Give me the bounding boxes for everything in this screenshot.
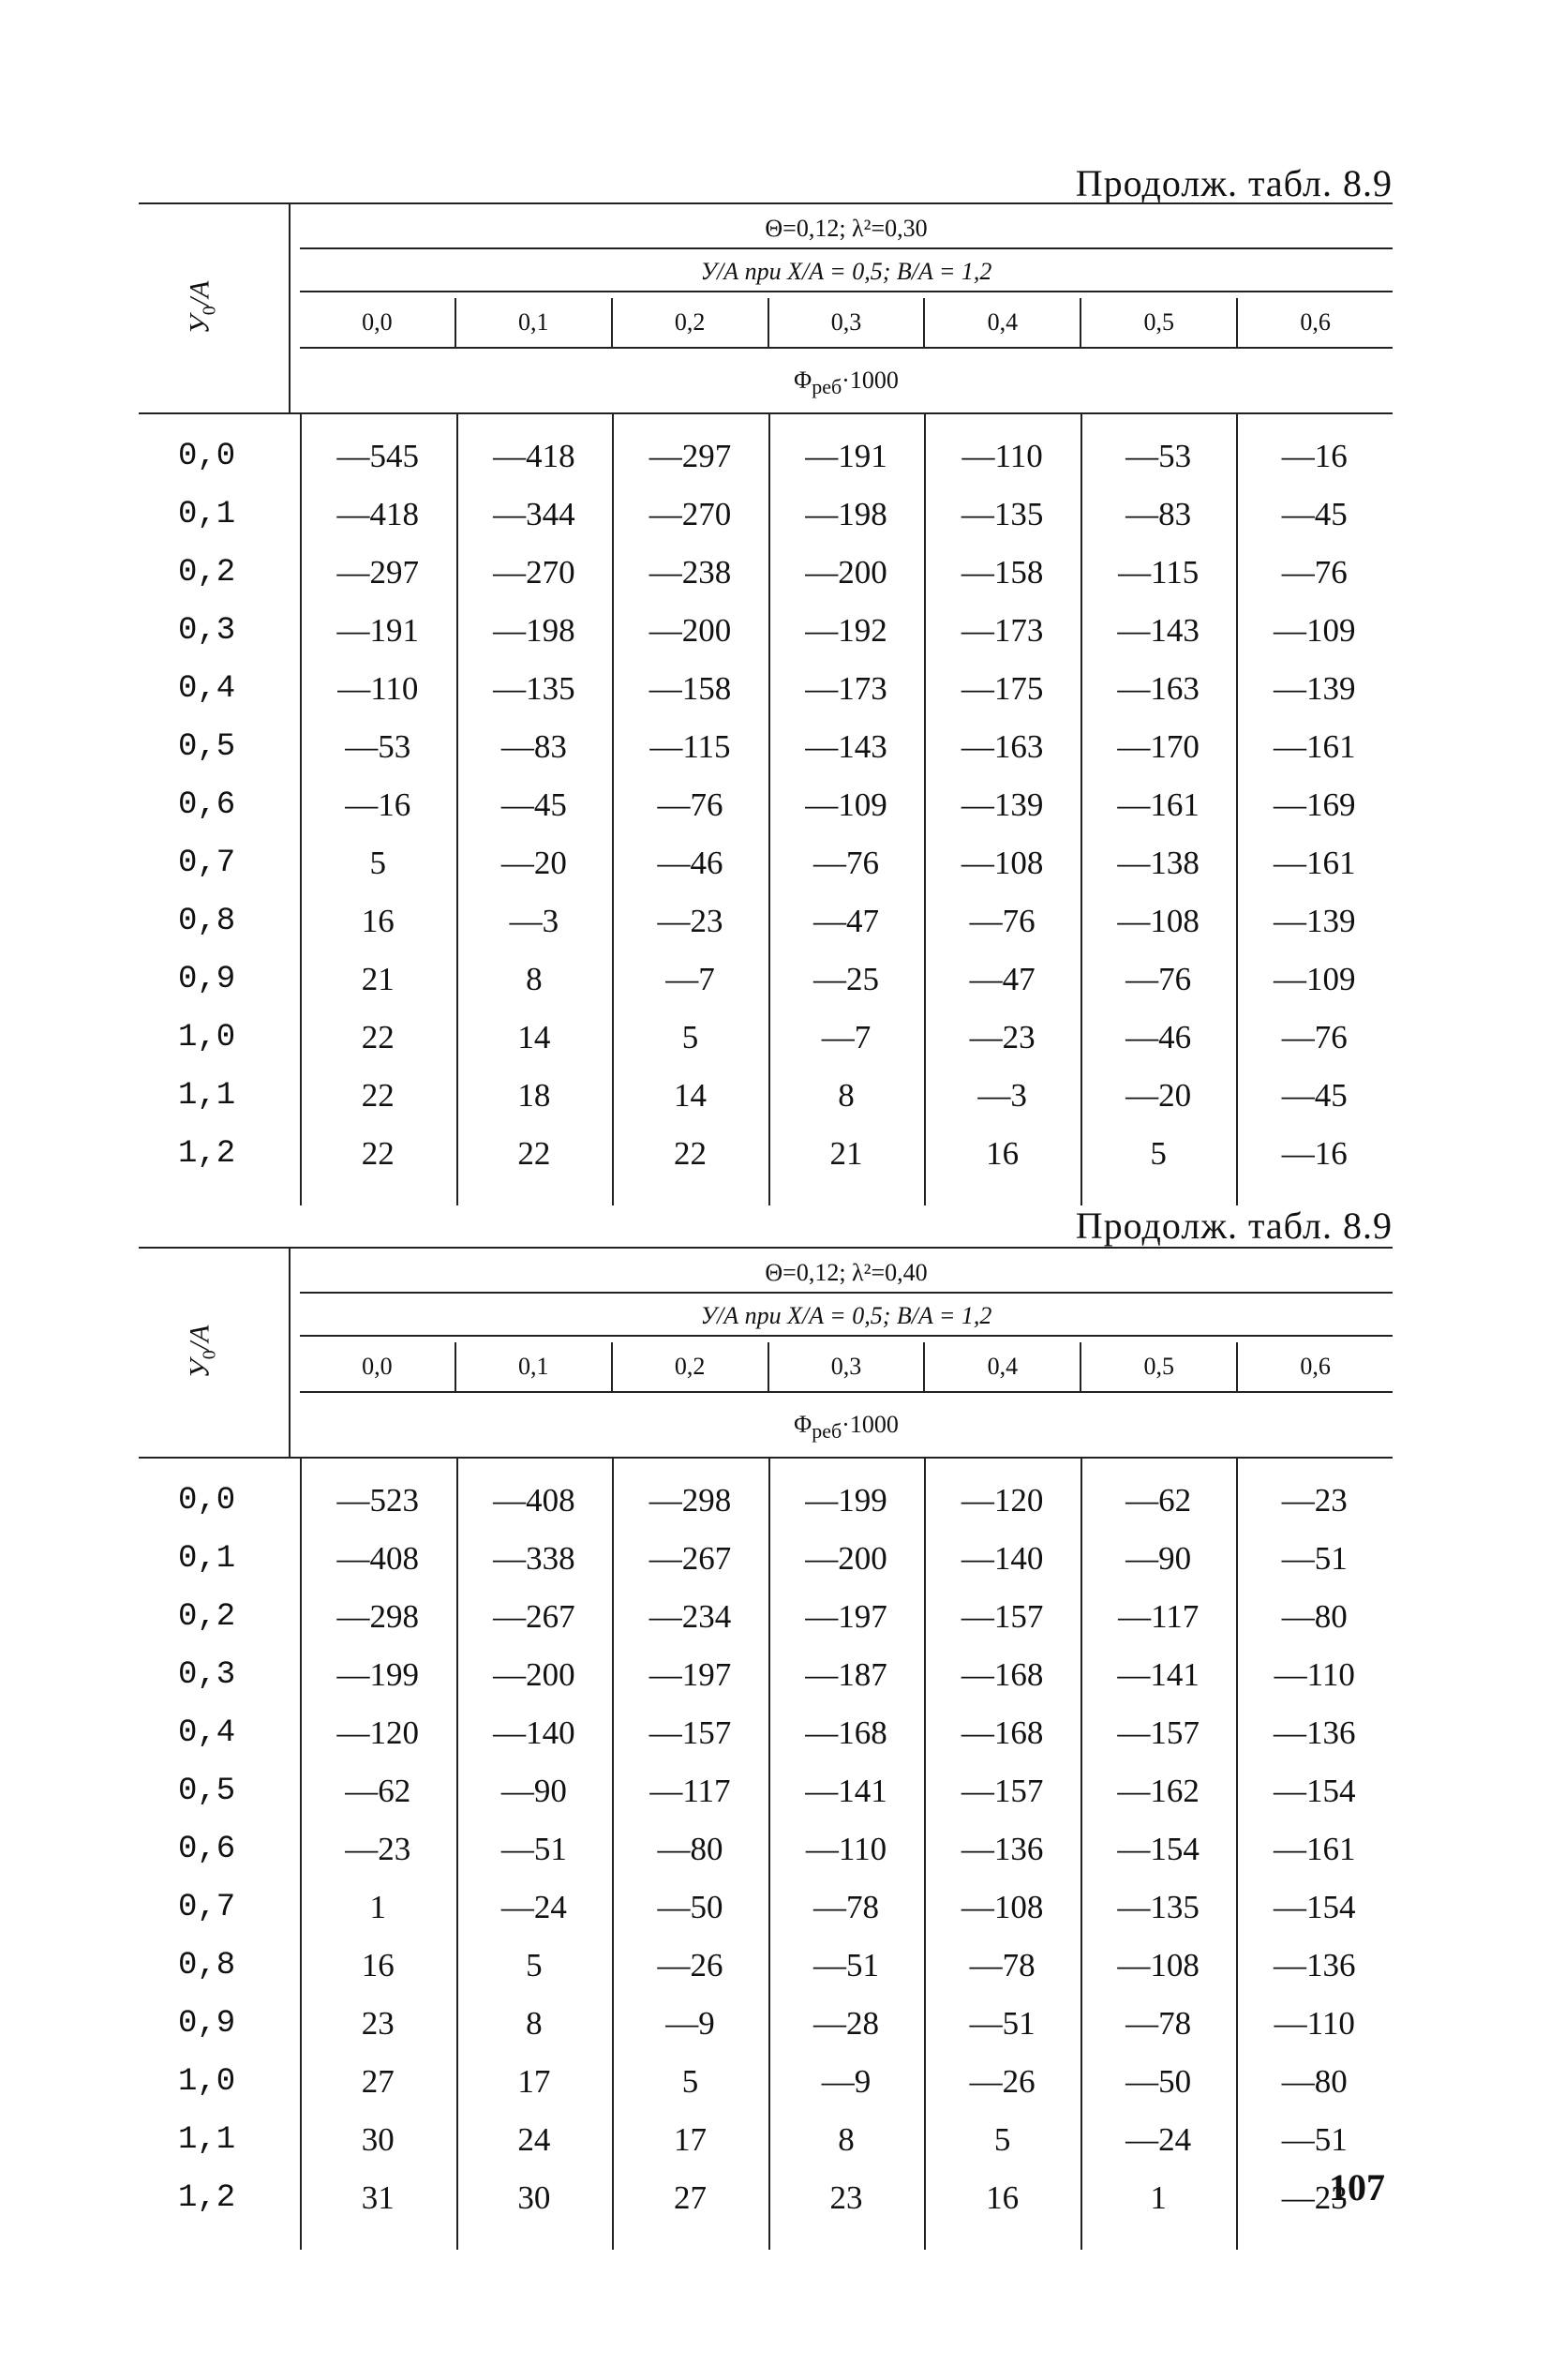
table-row — [139, 427, 1393, 486]
table-cell: —338 — [493, 1540, 575, 1577]
table-cell: —16 — [345, 786, 411, 823]
table-row — [139, 1762, 1393, 1820]
table-cell: —408 — [493, 1482, 575, 1519]
row-label: 1,0 — [178, 1020, 236, 1055]
table-cell: —80 — [1281, 1598, 1348, 1635]
row-label: 0,7 — [178, 846, 236, 881]
table-row — [139, 1125, 1393, 1183]
table-cell: —120 — [336, 1714, 420, 1751]
table-cell: —163 — [961, 728, 1044, 765]
table-cell: —51 — [500, 1831, 567, 1867]
column-headers — [300, 298, 1393, 349]
table-cell: —108 — [961, 845, 1044, 881]
table-cell: —168 — [805, 1714, 887, 1751]
table-cell: —51 — [969, 2005, 1036, 2042]
table-cell: —109 — [805, 786, 887, 823]
table-cell: —76 — [1281, 1019, 1348, 1055]
table-cell: —23 — [1281, 2179, 1348, 2216]
table-cell: —139 — [1274, 903, 1356, 939]
table-row — [139, 1646, 1393, 1704]
table-cell: —408 — [336, 1540, 420, 1577]
row-label: 0,1 — [178, 1541, 236, 1577]
column-header: 0,2 — [611, 298, 768, 347]
table-cell: —46 — [657, 845, 723, 881]
row-label: 0,6 — [178, 787, 236, 823]
axis-line: У/А при X/A = 0,5; B/A = 1,2 — [300, 253, 1393, 292]
row-label: 1,2 — [178, 2180, 236, 2216]
table-row — [139, 1067, 1393, 1125]
table-cell: —90 — [500, 1773, 567, 1809]
table-cell: —200 — [805, 1540, 887, 1577]
table-cell: 16 — [361, 903, 395, 939]
table-cell: —139 — [1274, 670, 1356, 707]
table-cell: —418 — [493, 438, 575, 474]
table-cell: —154 — [1274, 1889, 1356, 1925]
table-cell: —175 — [961, 670, 1044, 707]
table-cell: —173 — [961, 612, 1044, 649]
table-row — [139, 1879, 1393, 1937]
table-cell: —20 — [500, 845, 567, 881]
table-cell: —110 — [805, 1831, 887, 1867]
table-cell: 23 — [361, 2005, 395, 2042]
table-cell: —9 — [821, 2063, 872, 2100]
parameter-line: Θ=0,12; λ²=0,40 — [300, 1254, 1393, 1294]
row-label: 0,0 — [178, 439, 236, 474]
quantity-symbol: Φ — [794, 367, 812, 394]
table-cell: 21 — [829, 1135, 863, 1172]
table-cell: —298 — [648, 1482, 732, 1519]
column-header: 0,2 — [611, 1342, 768, 1391]
table-cell: 5 — [681, 2063, 699, 2100]
table-cell: —76 — [657, 786, 723, 823]
table-cell: —45 — [1281, 496, 1348, 532]
table-cell: —16 — [1281, 1135, 1348, 1172]
table-cell: —140 — [493, 1714, 575, 1751]
table-cell: —157 — [648, 1714, 732, 1751]
table-cell: —135 — [1117, 1889, 1200, 1925]
table-cell: —108 — [1117, 903, 1200, 939]
table-cell: —109 — [1274, 961, 1356, 997]
table-cell: —169 — [1274, 786, 1356, 823]
table-row — [139, 1588, 1393, 1646]
table-cell: —108 — [1117, 1947, 1200, 1983]
table-cell: —23 — [969, 1019, 1036, 1055]
table-cell: —109 — [1274, 612, 1356, 649]
table-cell: 16 — [361, 1947, 395, 1983]
table-cell: —200 — [648, 612, 732, 649]
table-cell: —7 — [821, 1019, 872, 1055]
table-cell: 5 — [526, 1947, 543, 1983]
row-label: 0,3 — [178, 613, 236, 649]
quantity-tail: ·1000 — [842, 367, 899, 394]
table-cell: —200 — [805, 554, 887, 591]
row-label: 1,2 — [178, 1136, 236, 1172]
stub-header — [139, 204, 291, 412]
table-cell: 5 — [1150, 1135, 1167, 1172]
table-cell: —199 — [336, 1656, 420, 1693]
column-header: 0,4 — [923, 1342, 1080, 1391]
table-cell: —135 — [493, 670, 575, 707]
table-cell: —115 — [649, 728, 731, 765]
column-header: 0,6 — [1236, 298, 1393, 347]
table-cell: 21 — [361, 961, 395, 997]
table-row — [139, 1937, 1393, 1995]
table-cell: —117 — [649, 1773, 731, 1809]
table-cell: —234 — [648, 1598, 732, 1635]
table-cell: —76 — [969, 903, 1036, 939]
table-cell: —136 — [1274, 1714, 1356, 1751]
table-cell: 8 — [526, 961, 543, 997]
table-row — [139, 2111, 1393, 2169]
quantity-subscript: реб — [812, 1419, 842, 1444]
quantity-tail: ·1000 — [842, 1411, 899, 1438]
table-row — [139, 892, 1393, 951]
table-header — [139, 1247, 1393, 1459]
table-cell: —80 — [1281, 2063, 1348, 2100]
table-cell: —158 — [961, 554, 1044, 591]
table-row — [139, 834, 1393, 892]
table-cell: —53 — [345, 728, 411, 765]
table-cell: —110 — [961, 438, 1043, 474]
table-row — [139, 486, 1393, 544]
data-table — [139, 202, 1393, 1205]
table-cell: 22 — [361, 1019, 395, 1055]
table-cell: —24 — [500, 1889, 567, 1925]
table-cell: —9 — [665, 2005, 715, 2042]
row-label: 0,5 — [178, 1774, 236, 1809]
quantity-symbol: Φ — [794, 1411, 812, 1438]
table-body — [139, 414, 1393, 1205]
table-cell: —158 — [648, 670, 732, 707]
table-cell: —297 — [648, 438, 732, 474]
table-cell: —267 — [493, 1598, 575, 1635]
table-cell: —238 — [648, 554, 732, 591]
table-cell: —168 — [961, 1656, 1044, 1693]
table-cell: —154 — [1274, 1773, 1356, 1809]
table-cell: 22 — [517, 1135, 551, 1172]
table-cell: —139 — [961, 786, 1044, 823]
table-cell: —83 — [1125, 496, 1192, 532]
row-label: 0,8 — [178, 1948, 236, 1983]
table-cell: 27 — [361, 2063, 395, 2100]
table-cell: —191 — [805, 438, 887, 474]
table-cell: 1 — [1150, 2179, 1167, 2216]
table-row — [139, 2169, 1393, 2227]
table-cell: —3 — [977, 1077, 1027, 1114]
table-cell: —62 — [345, 1773, 411, 1809]
table-cell: —267 — [648, 1540, 732, 1577]
table-cell: —161 — [1274, 728, 1356, 765]
table-cell: —157 — [1117, 1714, 1200, 1751]
table-cell: 18 — [517, 1077, 551, 1114]
table-cell: —157 — [961, 1773, 1044, 1809]
row-label: 1,0 — [178, 2064, 236, 2100]
table-cell: —161 — [1274, 1831, 1356, 1867]
table-cell: —297 — [336, 554, 420, 591]
table-row — [139, 776, 1393, 834]
row-label: 0,5 — [178, 729, 236, 765]
table-row — [139, 1009, 1393, 1067]
table-cell: 23 — [829, 2179, 863, 2216]
table-cell: —45 — [1281, 1077, 1348, 1114]
table-cell: 5 — [993, 2121, 1011, 2158]
column-header: 0,3 — [768, 298, 924, 347]
table-cell: —108 — [961, 1889, 1044, 1925]
table-cell: —50 — [657, 1889, 723, 1925]
column-header: 0,5 — [1080, 298, 1236, 347]
table-header — [139, 202, 1393, 414]
table-cell: —154 — [1117, 1831, 1200, 1867]
stub-label: У — [184, 315, 216, 335]
row-label: 0,4 — [178, 671, 236, 707]
table-cell: 8 — [526, 2005, 543, 2042]
table-cell: —173 — [805, 670, 887, 707]
row-label: 1,1 — [178, 2122, 236, 2158]
table-cell: 17 — [517, 2063, 551, 2100]
page-number: 107 — [1329, 2166, 1385, 2208]
table-cell: —138 — [1117, 845, 1200, 881]
table-cell: 14 — [673, 1077, 707, 1114]
column-header: 0,0 — [362, 1353, 393, 1380]
table-row — [139, 660, 1393, 718]
table-cell: —62 — [1125, 1482, 1192, 1519]
table-cell: —78 — [1125, 2005, 1192, 2042]
table-row — [139, 1704, 1393, 1762]
table-cell: —3 — [509, 903, 559, 939]
table-cell: 24 — [517, 2121, 551, 2158]
table-cell: —110 — [1274, 1656, 1355, 1693]
column-header: 0,1 — [455, 298, 611, 347]
stub-header — [139, 1249, 291, 1457]
table-cell: —76 — [1125, 961, 1192, 997]
table-cell: —198 — [805, 496, 887, 532]
table-cell: —140 — [961, 1540, 1044, 1577]
column-header: 0,6 — [1236, 1342, 1393, 1391]
table-cell: —298 — [336, 1598, 420, 1635]
table-cell: —51 — [813, 1947, 880, 1983]
table-cell: —23 — [1281, 1482, 1348, 1519]
table-cell: —197 — [648, 1656, 732, 1693]
stub-subscript: 0 — [199, 306, 220, 316]
table-cell: —197 — [805, 1598, 887, 1635]
table-cell: 31 — [361, 2179, 395, 2216]
row-label: 0,1 — [178, 497, 236, 532]
table-cell: —191 — [336, 612, 420, 649]
table-cell: 27 — [673, 2179, 707, 2216]
row-label: 0,7 — [178, 1890, 236, 1925]
table-body — [139, 1459, 1393, 2250]
table-cell: —157 — [961, 1598, 1044, 1635]
table-cell: —26 — [657, 1947, 723, 1983]
table-cell: —136 — [961, 1831, 1044, 1867]
table-cell: 5 — [681, 1019, 699, 1055]
table-cell: —143 — [805, 728, 887, 765]
table-cell: —20 — [1125, 1077, 1192, 1114]
table-cell: —16 — [1281, 438, 1348, 474]
table-cell: —110 — [337, 670, 419, 707]
table-cell: 17 — [673, 2121, 707, 2158]
table-cell: —50 — [1125, 2063, 1192, 2100]
table-cell: 22 — [673, 1135, 707, 1172]
table-cell: —545 — [336, 438, 420, 474]
quantity-subscript: реб — [812, 375, 842, 399]
table-cell: —143 — [1117, 612, 1200, 649]
row-label: 0,4 — [178, 1715, 236, 1751]
table-cell: —163 — [1117, 670, 1200, 707]
parameter-line: Θ=0,12; λ²=0,30 — [300, 210, 1393, 249]
stub-label-tail: /А — [184, 280, 216, 307]
column-header: 0,1 — [455, 1342, 611, 1391]
table-cell: —199 — [805, 1482, 887, 1519]
stub-label-tail: /А — [184, 1325, 216, 1351]
table-cell: 1 — [369, 1889, 387, 1925]
table-cell: —45 — [500, 786, 567, 823]
table-cell: —76 — [1281, 554, 1348, 591]
row-label: 0,6 — [178, 1832, 236, 1867]
column-header: 0,3 — [768, 1342, 924, 1391]
quantity-label — [300, 1399, 1393, 1451]
table-cell: —23 — [345, 1831, 411, 1867]
table-cell: —117 — [1118, 1598, 1200, 1635]
row-label: 0,2 — [178, 1599, 236, 1635]
table-cell: —270 — [648, 496, 732, 532]
column-header: 0,0 — [362, 308, 393, 336]
data-table — [139, 1247, 1393, 2250]
row-label: 0,0 — [178, 1483, 236, 1519]
quantity-label — [300, 354, 1393, 407]
table-cell: —47 — [969, 961, 1036, 997]
table-cell: —47 — [813, 903, 880, 939]
table-row — [139, 2053, 1393, 2111]
stub-label: У — [184, 1359, 216, 1379]
row-label: 0,8 — [178, 904, 236, 939]
table-caption: Продолж. табл. 8.9 — [1075, 1205, 1393, 1247]
table-cell: —110 — [1274, 2005, 1355, 2042]
table-cell: —53 — [1125, 438, 1192, 474]
table-cell: —192 — [805, 612, 887, 649]
table-row — [139, 1472, 1393, 1530]
table-cell: —83 — [500, 728, 567, 765]
row-label: 0,3 — [178, 1657, 236, 1693]
table-cell: —270 — [493, 554, 575, 591]
table-row — [139, 1530, 1393, 1588]
table-cell: —26 — [969, 2063, 1036, 2100]
axis-line: У/А при X/A = 0,5; B/A = 1,2 — [300, 1297, 1393, 1337]
table-cell: —78 — [969, 1947, 1036, 1983]
table-cell: —168 — [961, 1714, 1044, 1751]
table-row — [139, 544, 1393, 602]
table-row — [139, 1995, 1393, 2053]
table-cell: —46 — [1125, 1019, 1192, 1055]
table-cell: 5 — [369, 845, 387, 881]
table-cell: —198 — [493, 612, 575, 649]
table-cell: 30 — [361, 2121, 395, 2158]
table-cell: —120 — [961, 1482, 1044, 1519]
table-cell: 30 — [517, 2179, 551, 2216]
table-row — [139, 718, 1393, 776]
table-cell: —78 — [813, 1889, 880, 1925]
table-cell: —344 — [493, 496, 575, 532]
table-cell: —80 — [657, 1831, 723, 1867]
table-cell: —23 — [657, 903, 723, 939]
row-label: 0,2 — [178, 555, 236, 591]
table-row — [139, 951, 1393, 1009]
table-cell: —418 — [336, 496, 420, 532]
table-cell: —51 — [1281, 1540, 1348, 1577]
table-cell: —136 — [1274, 1947, 1356, 1983]
table-caption: Продолж. табл. 8.9 — [1075, 162, 1393, 204]
table-cell: —90 — [1125, 1540, 1192, 1577]
table-cell: 16 — [986, 2179, 1020, 2216]
table-cell: —161 — [1117, 786, 1200, 823]
column-headers — [300, 1342, 1393, 1393]
table-cell: —200 — [493, 1656, 575, 1693]
row-label: 0,9 — [178, 962, 236, 997]
table-cell: —170 — [1117, 728, 1200, 765]
table-cell: —115 — [1118, 554, 1200, 591]
table-cell: —162 — [1117, 1773, 1200, 1809]
table-cell: —25 — [813, 961, 880, 997]
table-cell: 16 — [986, 1135, 1020, 1172]
table-cell: 8 — [838, 1077, 855, 1114]
table-row — [139, 602, 1393, 660]
table-cell: —7 — [665, 961, 715, 997]
table-cell: —141 — [1117, 1656, 1200, 1693]
stub-subscript: 0 — [199, 1350, 220, 1360]
table-cell: 22 — [361, 1135, 395, 1172]
table-cell: —187 — [805, 1656, 887, 1693]
row-label: 0,9 — [178, 2006, 236, 2042]
table-cell: 22 — [361, 1077, 395, 1114]
table-cell: —523 — [336, 1482, 420, 1519]
table-cell: —161 — [1274, 845, 1356, 881]
table-cell: —76 — [813, 845, 880, 881]
table-cell: —135 — [961, 496, 1044, 532]
column-header: 0,5 — [1080, 1342, 1236, 1391]
table-cell: —141 — [805, 1773, 887, 1809]
column-header: 0,4 — [923, 298, 1080, 347]
table-cell: 8 — [838, 2121, 855, 2158]
table-row — [139, 1820, 1393, 1879]
table-cell: —28 — [813, 2005, 880, 2042]
table-cell: —24 — [1125, 2121, 1192, 2158]
table-cell: —51 — [1281, 2121, 1348, 2158]
table-cell: 14 — [517, 1019, 551, 1055]
row-label: 1,1 — [178, 1078, 236, 1114]
